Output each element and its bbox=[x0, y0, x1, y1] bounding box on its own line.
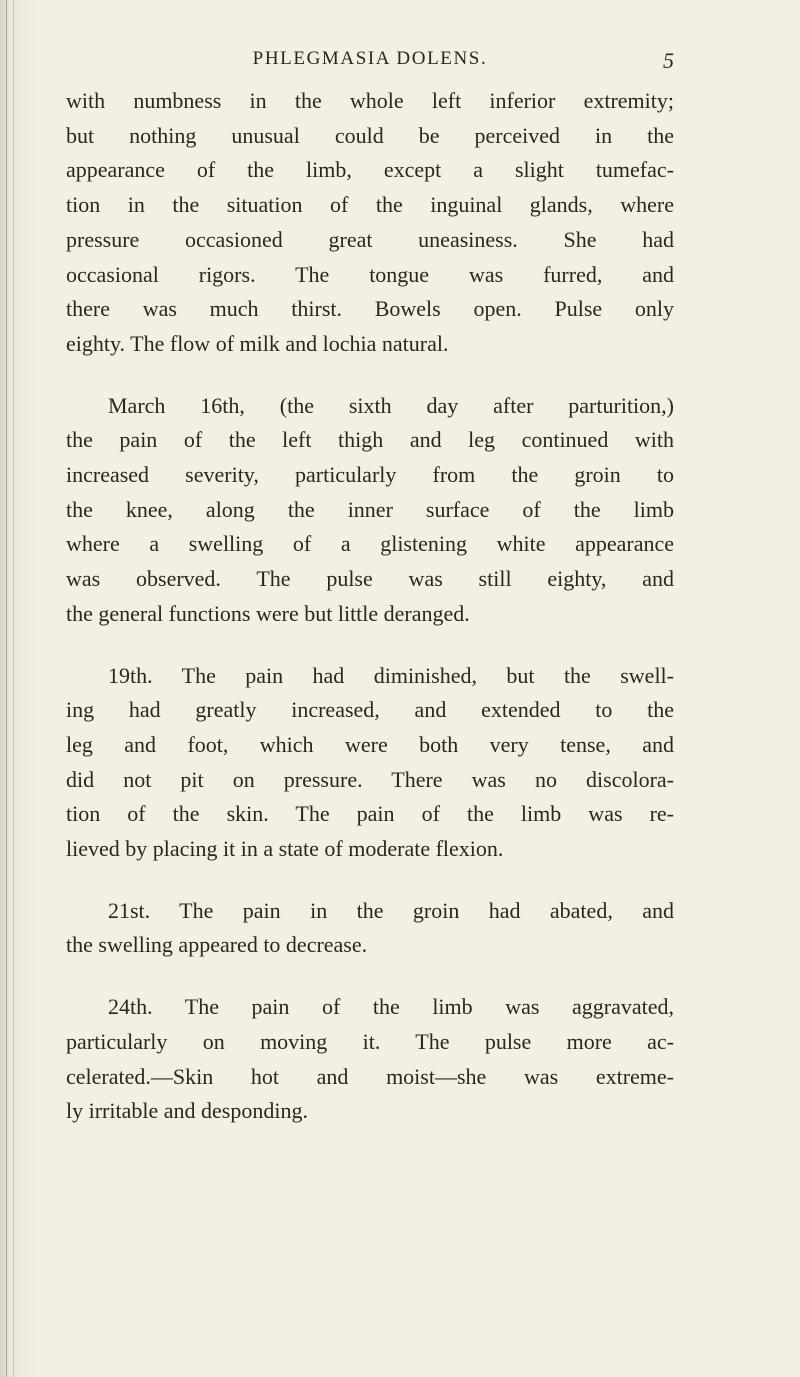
text-line: increased severity, particularly from the groin to bbox=[66, 462, 674, 488]
paragraph bbox=[66, 389, 674, 632]
text-line: the swelling appeared to decrease. bbox=[66, 932, 368, 958]
text-line: the pain of the left thigh and leg continued with bbox=[66, 427, 674, 453]
text-line: ly irritable and desponding. bbox=[66, 1098, 308, 1124]
text-line: 21st. The pain in the groin had abated, and bbox=[108, 897, 674, 923]
text-line: pressure occasioned great uneasiness. She had bbox=[66, 226, 674, 252]
text-line: was observed. The pulse was still eighty, and bbox=[66, 566, 674, 592]
paragraph bbox=[66, 990, 674, 1129]
page-gutter-shadow bbox=[0, 0, 40, 1377]
text-line: but nothing unusual could be perceived in the bbox=[66, 122, 674, 148]
text-line: celerated.—Skin hot and moist—she was extreme- bbox=[66, 1063, 674, 1089]
page-number: 5 bbox=[663, 48, 674, 73]
text-line: 19th. The pain had diminished, but the swell- bbox=[108, 662, 674, 688]
book-page bbox=[66, 48, 674, 1129]
text-line: occasional rigors. The tongue was furred, and bbox=[66, 261, 674, 287]
text-line: eighty. The flow of milk and lochia natural. bbox=[66, 330, 449, 356]
text-line: March 16th, (the sixth day after parturition,) bbox=[108, 392, 674, 418]
text-line: did not pit on pressure. There was no discolora- bbox=[66, 766, 674, 792]
text-line: appearance of the limb, except a slight tumefac- bbox=[66, 157, 674, 183]
text-line: tion of the skin. The pain of the limb was re- bbox=[66, 801, 674, 827]
text-line: particularly on moving it. The pulse more ac- bbox=[66, 1028, 674, 1054]
running-head bbox=[66, 48, 674, 78]
paragraph bbox=[66, 894, 674, 963]
text-line: leg and foot, which were both very tense, and bbox=[66, 731, 674, 757]
text-line: the general functions were but little deranged. bbox=[66, 600, 470, 626]
text-line: there was much thirst. Bowels open. Pulse only bbox=[66, 296, 674, 322]
running-title: PHLEGMASIA DOLENS. bbox=[252, 48, 488, 69]
text-line: 24th. The pain of the limb was aggravated, bbox=[108, 994, 674, 1020]
paragraph bbox=[66, 659, 674, 867]
text-line: tion in the situation of the inguinal glands, where bbox=[66, 192, 674, 218]
text-line: lieved by placing it in a state of moderate flexion. bbox=[66, 836, 504, 862]
text-line: ing had greatly increased, and extended to the bbox=[66, 697, 674, 723]
text-line: where a swelling of a glistening white appearance bbox=[66, 531, 674, 557]
paragraph bbox=[66, 84, 674, 362]
text-line: with numbness in the whole left inferior extremity; bbox=[66, 88, 674, 113]
text-line: the knee, along the inner surface of the limb bbox=[66, 496, 674, 522]
